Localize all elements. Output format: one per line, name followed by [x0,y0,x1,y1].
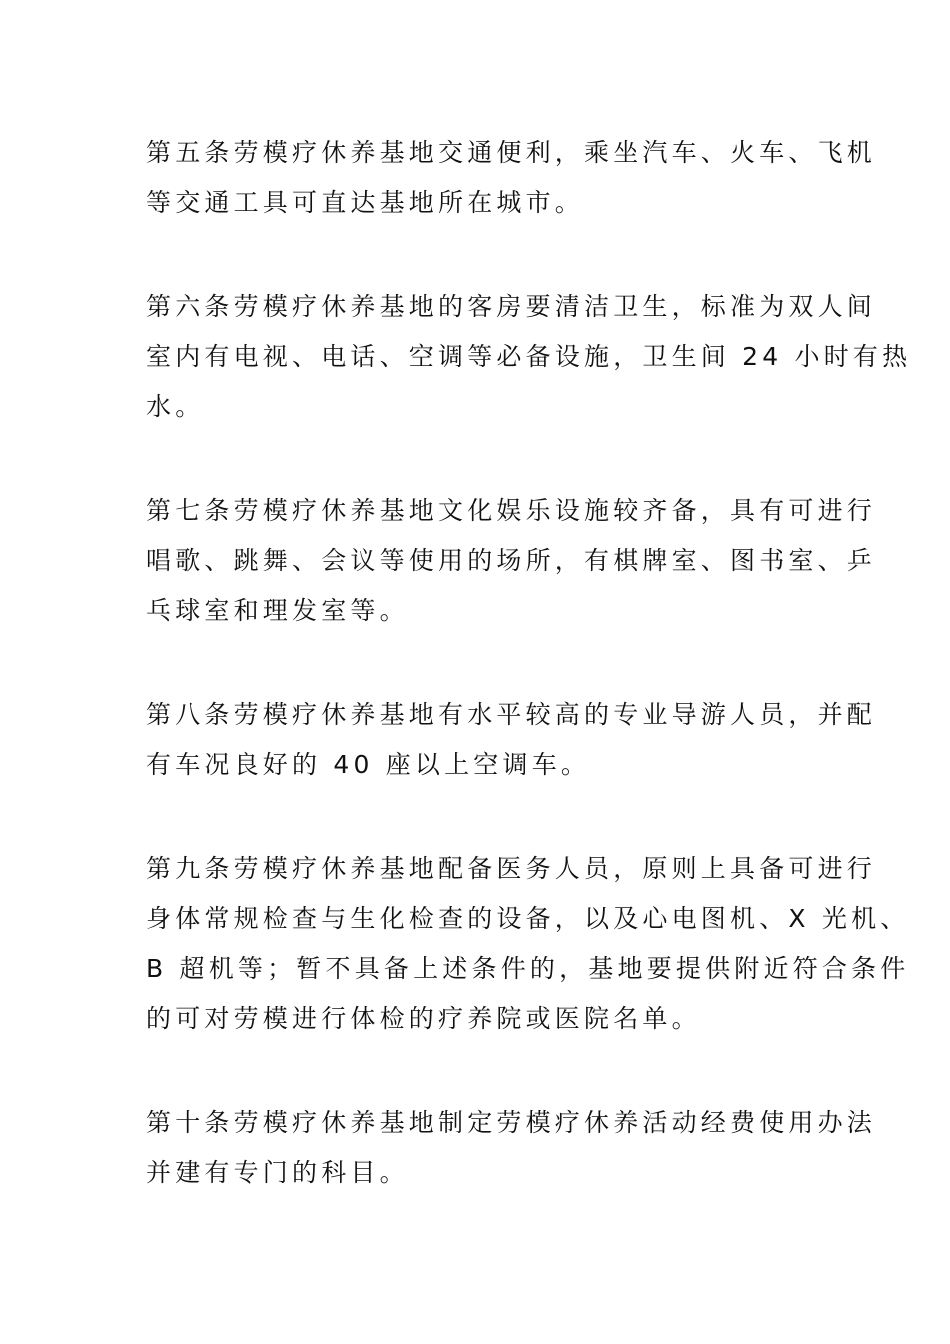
text-line: 第八条劳模疗休养基地有水平较高的专业导游人员，并配 [146,700,877,729]
article-5 [146,128,877,228]
text-line: 唱歌、跳舞、会议等使用的场所，有棋牌室、图书室、乒 [146,546,877,575]
text-line: 室内有电视、电话、空调等必备设施，卫生间 24 小时有热 [146,342,912,371]
text-line: 第七条劳模疗休养基地文化娱乐设施较齐备，具有可进行 [146,496,877,525]
text-line: 第十条劳模疗休养基地制定劳模疗休养活动经费使用办法 [146,1108,877,1137]
article-6 [146,282,912,432]
document-body [146,128,912,1252]
article-9 [146,844,910,1044]
article-8 [146,690,877,790]
text-line: 身体常规检查与生化检查的设备，以及心电图机、X 光机、 [146,904,910,933]
text-line: 水。 [146,392,205,421]
text-line: 等交通工具可直达基地所在城市。 [146,188,585,217]
text-line: 第五条劳模疗休养基地交通便利，乘坐汽车、火车、飞机 [146,138,877,167]
text-line: 并建有专门的科目。 [146,1158,409,1187]
text-line: 有车况良好的 40 座以上空调车。 [146,750,591,779]
article-10 [146,1098,877,1198]
text-line: 乓球室和理发室等。 [146,596,409,625]
text-line: 的可对劳模进行体检的疗养院或医院名单。 [146,1004,701,1033]
text-line: 第九条劳模疗休养基地配备医务人员，原则上具备可进行 [146,854,877,883]
article-7 [146,486,877,636]
text-line: B 超机等；暂不具备上述条件的，基地要提供附近符合条件 [146,954,910,983]
text-line: 第六条劳模疗休养基地的客房要清洁卫生，标准为双人间 [146,292,877,321]
